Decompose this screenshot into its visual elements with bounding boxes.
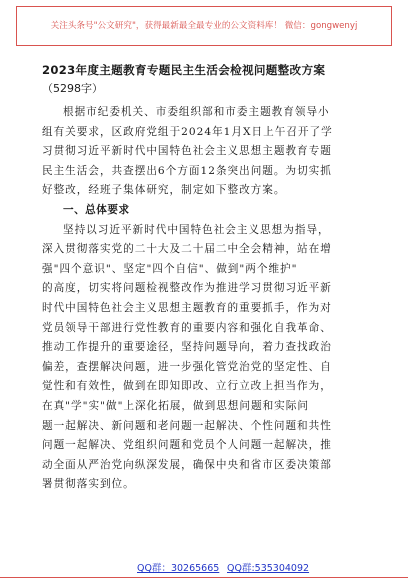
document-title: 2023年度主题教育专题民主生活会检视问题整改方案 <box>42 63 326 77</box>
paragraph-line: 觉性和有效性，做到在即知即改、立行立改上担当作为， <box>42 380 332 393</box>
paragraph-line: 署贯彻落实到位。 <box>42 478 135 491</box>
paragraph-line: 组有关要求，区政府党组于2024年1月X日上午召开了学 <box>42 125 333 138</box>
footer-divider <box>0 577 408 578</box>
paragraph-line: 强"四个意识"、坚定"四个自信"、做到"两个维护" <box>42 262 298 275</box>
paragraph-line: 习贯彻习近平新时代中国特色社会主义思想主题教育专题 <box>42 145 332 158</box>
paragraph-line: 根据市纪委机关、市委组织部和市委主题教育领导小 <box>63 106 330 118</box>
paragraph-line: 动全面从严治党向纵深发展，确保中央和省市区委决策部 <box>42 458 332 471</box>
paragraph-line: 偏差，查摆解决问题，进一步强化管党治党的坚定性、自 <box>42 360 332 373</box>
qq-group-link[interactable]: QQ群:535304092 <box>227 563 310 574</box>
paragraph-line: 推动工作提升的重要途径，坚持问题导向，着力查找政治 <box>42 341 332 354</box>
word-count: （5298字） <box>42 82 103 95</box>
section-heading: 一、总体要求 <box>63 203 130 216</box>
paragraph-line: 的高度，切实将问题检视整改作为推进学习贯彻习近平新 <box>42 282 332 295</box>
paragraph-line: 深入贯彻落实党的二十大及二十届二中全会精神，站在增 <box>42 243 332 256</box>
paragraph-line: 党员领导干部进行党性教育的重要内容和强化自我革命、 <box>42 321 332 334</box>
paragraph-line: 问题一起解决、党组织问题和党员个人问题一起解决，推 <box>42 439 332 452</box>
paragraph-line: 好整改，经班子集体研究，制定如下整改方案。 <box>42 184 286 197</box>
paragraph-line: 在真"学"实"做"上深化拓展，做到思想问题和实际问 <box>42 399 309 412</box>
qq-group-link[interactable]: QQ群：30265665 <box>137 563 220 574</box>
document-body <box>42 103 382 495</box>
promo-banner <box>16 6 392 46</box>
paragraph-line: 坚持以习近平新时代中国特色社会主义思想为指导， <box>63 223 330 236</box>
paragraph-line: 民主生活会，共查摆出6个方面12条突出问题。为切实抓 <box>42 164 332 177</box>
footer <box>0 560 408 576</box>
paragraph-line: 时代中国特色社会主义思想主题教育的重要抓手，作为对 <box>42 301 332 314</box>
paragraph-line: 题一起解决、新问题和老问题一起解决、个性问题和共性 <box>42 419 332 432</box>
banner-text: 关注头条号"公文研究"，获得最新最全最专业的公文资料库！ 微信：gongwenyj <box>50 21 358 31</box>
